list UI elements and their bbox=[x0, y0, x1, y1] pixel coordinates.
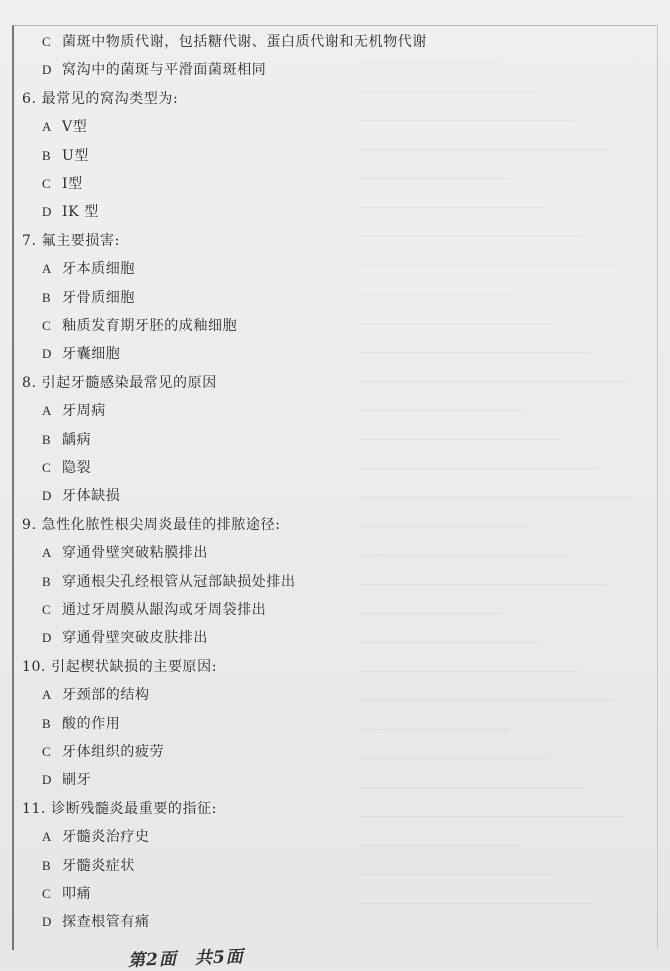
option-letter: C bbox=[42, 176, 52, 191]
question-stem bbox=[22, 795, 217, 823]
bleed-through-line bbox=[360, 410, 524, 411]
bleed-through-line bbox=[360, 439, 561, 440]
bleed-through-line bbox=[360, 62, 500, 63]
option-text: 牙本质细胞 bbox=[62, 261, 135, 278]
option-letter: D bbox=[42, 630, 52, 646]
question-text: 9. 急性化脓性根尖周炎最佳的排脓途径: bbox=[22, 516, 281, 533]
option-letter: B bbox=[42, 289, 52, 305]
option-text: 窝沟中的菌斑与平滑面菌斑相同 bbox=[62, 62, 267, 79]
option-letter: C bbox=[42, 602, 52, 617]
option-text: V型 bbox=[62, 119, 88, 136]
option-letter: B bbox=[42, 857, 52, 873]
answer-option bbox=[42, 113, 87, 141]
option-letter: A bbox=[42, 687, 52, 703]
option-letter: B bbox=[42, 573, 52, 589]
answer-option bbox=[42, 426, 91, 454]
bleed-through-line bbox=[360, 816, 622, 817]
answer-option bbox=[42, 852, 135, 880]
question-stem bbox=[22, 227, 120, 255]
option-text: 龋病 bbox=[62, 431, 92, 448]
bleed-through-line bbox=[360, 236, 582, 237]
option-text: 通过牙周膜从龈沟或牙周袋排出 bbox=[62, 602, 267, 618]
question-stem bbox=[22, 85, 178, 113]
option-text: 酸的作用 bbox=[62, 715, 121, 732]
option-text: 穿通根尖孔经根管从冠部缺损处排出 bbox=[62, 573, 296, 590]
question-text: 10. 引起楔状缺损的主要原因: bbox=[22, 658, 218, 675]
answer-option bbox=[42, 568, 296, 596]
bleed-through-line bbox=[360, 265, 619, 266]
bleed-through-line bbox=[360, 178, 508, 179]
question-stem bbox=[22, 369, 217, 397]
bleed-through-line bbox=[360, 207, 545, 208]
option-letter: A bbox=[42, 829, 52, 845]
answer-option bbox=[42, 482, 120, 510]
answer-option bbox=[42, 880, 91, 908]
answer-option bbox=[42, 56, 266, 84]
answer-option bbox=[42, 596, 266, 624]
answer-option bbox=[42, 142, 89, 170]
bleed-through-line bbox=[360, 120, 574, 121]
bleed-through-line bbox=[360, 845, 519, 846]
answer-option bbox=[42, 766, 91, 794]
option-letter: B bbox=[42, 147, 52, 163]
option-letter: D bbox=[42, 914, 52, 930]
answer-option bbox=[42, 823, 150, 851]
option-text: 穿通骨壁突破粘膜排出 bbox=[62, 545, 208, 562]
question-text: 11. 诊断残髓炎最重要的指征: bbox=[22, 800, 218, 817]
bleed-through-line bbox=[360, 149, 611, 150]
bleed-through-line bbox=[360, 584, 606, 585]
bleed-through-line bbox=[360, 381, 627, 382]
answer-option bbox=[42, 624, 208, 652]
option-text: 菌斑中物质代谢，包括糖代谢、蛋白质代谢和无机物代谢 bbox=[62, 34, 427, 50]
bleed-through-line bbox=[360, 787, 585, 788]
answer-option bbox=[42, 255, 135, 283]
option-letter: C bbox=[42, 318, 52, 333]
bleed-through-line bbox=[360, 729, 511, 730]
option-letter: A bbox=[42, 403, 52, 419]
bleed-through-line bbox=[360, 613, 503, 614]
option-letter: B bbox=[42, 715, 52, 731]
bleed-through-line bbox=[360, 874, 556, 875]
option-text: 牙体组织的疲劳 bbox=[62, 744, 165, 760]
question-text: 7. 氟主要损害: bbox=[22, 232, 120, 249]
bleed-through-line bbox=[360, 903, 593, 904]
option-text: U型 bbox=[62, 147, 89, 164]
option-letter: D bbox=[42, 772, 52, 788]
bleed-through-line bbox=[360, 758, 548, 759]
option-letter: B bbox=[42, 431, 52, 447]
option-text: 隐裂 bbox=[62, 460, 92, 476]
option-text: 探查根管有痛 bbox=[62, 914, 150, 931]
bleed-through-line bbox=[360, 91, 537, 92]
option-text: 牙髓炎症状 bbox=[62, 857, 135, 874]
question-stem bbox=[22, 511, 281, 539]
option-letter: A bbox=[42, 261, 52, 277]
option-text: 刷牙 bbox=[62, 772, 92, 789]
bleed-through-line bbox=[360, 671, 577, 672]
bleed-through-line bbox=[360, 526, 532, 527]
bleed-through-line bbox=[360, 294, 516, 295]
option-text: IK 型 bbox=[62, 204, 99, 221]
bleed-through-line bbox=[360, 497, 635, 498]
option-letter: C bbox=[42, 460, 52, 475]
option-letter: A bbox=[42, 545, 52, 561]
option-letter: C bbox=[42, 34, 52, 49]
bleed-through-line bbox=[360, 555, 569, 556]
answer-option bbox=[42, 340, 120, 368]
answer-option bbox=[42, 397, 106, 425]
bleed-through-line bbox=[360, 642, 540, 643]
option-text: 牙骨质细胞 bbox=[62, 289, 135, 306]
option-text: I型 bbox=[62, 176, 83, 192]
option-text: 牙囊细胞 bbox=[62, 346, 121, 363]
option-letter: D bbox=[42, 62, 52, 78]
bleed-through-line bbox=[360, 323, 553, 324]
answer-option bbox=[42, 738, 164, 766]
answer-option bbox=[42, 681, 150, 709]
option-letter: D bbox=[42, 346, 52, 362]
option-text: 牙髓炎治疗史 bbox=[62, 829, 150, 846]
option-text: 牙颈部的结构 bbox=[62, 687, 150, 704]
page-total: 共5面 bbox=[194, 946, 245, 969]
answer-option bbox=[42, 539, 208, 567]
option-text: 釉质发育期牙胚的成釉细胞 bbox=[62, 318, 238, 334]
answer-option bbox=[42, 170, 83, 198]
answer-option bbox=[42, 908, 150, 936]
answer-option bbox=[42, 710, 120, 738]
option-letter: C bbox=[42, 744, 52, 759]
option-letter: D bbox=[42, 488, 52, 504]
question-stem bbox=[22, 653, 217, 681]
page-current: 第2面 bbox=[127, 949, 178, 971]
option-letter: C bbox=[42, 886, 52, 901]
option-letter: D bbox=[42, 204, 52, 220]
option-text: 牙周病 bbox=[62, 403, 106, 420]
answer-option bbox=[42, 454, 91, 482]
bleed-through-line bbox=[360, 468, 598, 469]
answer-option bbox=[42, 312, 237, 340]
option-text: 叩痛 bbox=[62, 886, 92, 902]
option-text: 牙体缺损 bbox=[62, 488, 121, 505]
answer-option bbox=[42, 28, 427, 56]
bleed-through-line bbox=[360, 700, 614, 701]
question-text: 6. 最常见的窝沟类型为: bbox=[22, 90, 179, 107]
answer-option bbox=[42, 198, 99, 226]
option-letter: A bbox=[42, 119, 52, 135]
question-text: 8. 引起牙髓感染最常见的原因 bbox=[22, 374, 217, 391]
bleed-through-line bbox=[360, 352, 590, 353]
option-text: 穿通骨壁突破皮肤排出 bbox=[62, 630, 208, 647]
answer-option bbox=[42, 284, 135, 312]
